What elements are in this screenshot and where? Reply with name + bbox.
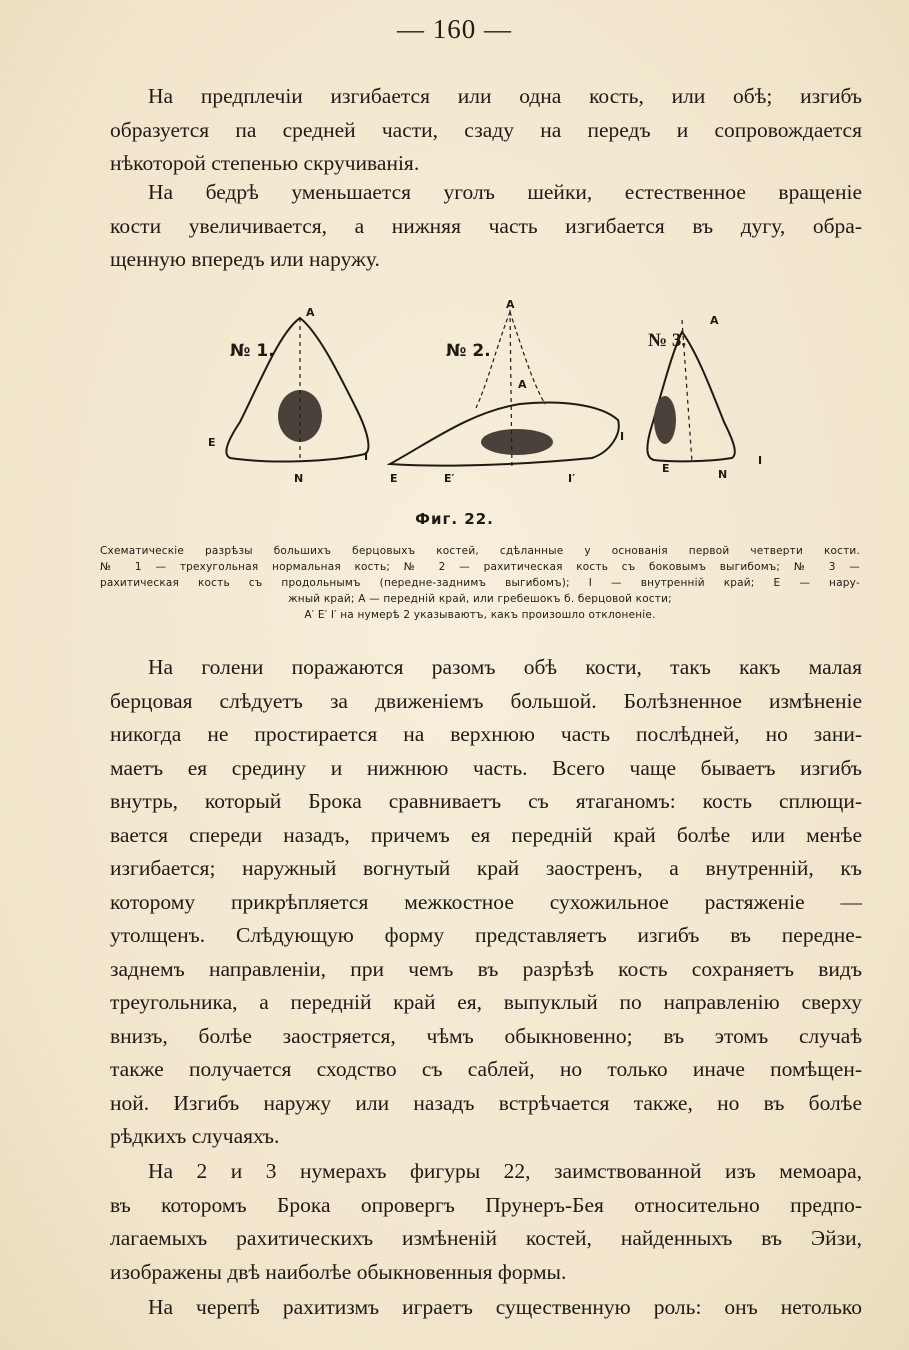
text-line: внизъ, болѣе заостряется, чѣмъ обыкновенно; въ этомъ случаѣ <box>110 1023 862 1048</box>
text-line: треугольника, а передній край ея, выпуклый по направленію сверху <box>110 990 862 1014</box>
label-a-3: A <box>710 314 719 327</box>
paragraph-thigh <box>110 176 862 277</box>
paragraph-forearm <box>110 80 862 181</box>
label-a-prime-2: A <box>518 378 527 391</box>
label-e-3: E <box>662 462 670 475</box>
text-line: кости увеличивается, а нижняя часть изгибается въ дугу, обра- <box>110 213 862 238</box>
text-line: заднемъ направленіи, при чемъ въ разрѣзѣ кость сохраняетъ видъ <box>110 956 862 981</box>
figure-22-bone-sections <box>200 292 763 504</box>
text-line: внутрь, который Брока сравниваетъ съ ятаганомъ: кость сплющи- <box>110 789 862 813</box>
caption-line: Схематическіе разрѣзы большихъ берцовыхъ костей, сдѣланные у основанія первой четверти кости. <box>100 545 860 557</box>
label-a-2: A <box>506 298 515 311</box>
label-i-1: I <box>364 450 369 463</box>
text-line: также получается сходство съ саблей, но только иначе помѣщен- <box>110 1057 862 1081</box>
text-line: лагаемыхъ рахитическихъ измѣненій костей, найденныхъ въ Эйзи, <box>110 1226 862 1250</box>
caption-line: жный край; A — передній край, или гребешокъ б. берцовой кости; <box>288 593 672 605</box>
medullary-cavity-3 <box>654 396 676 444</box>
paragraph-skull <box>110 1291 862 1325</box>
caption-line: рахитическая кость съ продольнымъ (передне-заднимъ выгибомъ); I — внутренній край; E — нару- <box>100 577 860 589</box>
text-line: На черепѣ рахитизмъ играетъ существенную роль: онъ нетолько <box>148 1295 862 1319</box>
text-line: въ которомъ Брока опровергъ Прунеръ-Бея относительно предпо- <box>110 1192 862 1217</box>
figure-title: Фиг. 22. <box>415 510 494 528</box>
label-no1: № 1. <box>230 341 275 361</box>
text-line: утолщенъ. Слѣдующую форму представляетъ изгибъ въ передне- <box>110 923 862 947</box>
caption-line: A′ E′ I′ на нумерѣ 2 указываютъ, какъ произошло отклоненіе. <box>304 609 656 621</box>
caption-line: № 1 — трехугольная нормальная кость; № 2 — рахитическая кость съ боковымъ выгибомъ; № 3 — <box>100 561 860 573</box>
label-i-2: I <box>620 430 625 443</box>
text-line: изображены двѣ наиболѣе обыкновенныя формы. <box>110 1259 567 1284</box>
label-e-prime-2: E′ <box>444 472 455 485</box>
figure-caption <box>100 543 860 623</box>
label-e-2: E <box>390 472 398 485</box>
label-n-3: N <box>718 468 728 481</box>
label-i-3: I <box>758 454 763 467</box>
label-a-1: A <box>306 306 315 319</box>
label-no2: № 2. <box>446 341 491 361</box>
text-line: нѣкоторой степенью скручиванія. <box>110 151 420 175</box>
text-line: никогда не простирается на верхнюю часть послѣдней, но зани- <box>110 722 862 746</box>
text-line: вается спереди назадъ, причемъ ея передній край болѣе или менѣе <box>110 822 862 847</box>
page-number: — 160 — <box>397 14 512 44</box>
text-line: щенную впередъ или наружу. <box>110 247 380 271</box>
label-e-1: E <box>208 436 216 449</box>
text-line: На бедрѣ уменьшается уголъ шейки, естественное вращеніе <box>148 180 862 204</box>
label-i-prime-2: I′ <box>568 472 575 485</box>
text-line: образуется па средней части, сзаду на передъ и сопровождается <box>110 117 862 142</box>
text-line: берцовая слѣдуетъ за движеніемъ большой. Болѣзненное измѣненіе <box>110 688 862 713</box>
text-line: которому прикрѣпляется межкостное сухожильное растяженіе — <box>110 889 862 914</box>
text-line: ной. Изгибъ наружу или назадъ встрѣчается также, но въ болѣе <box>110 1090 862 1115</box>
text-line: На предплечіи изгибается или одна кость, или обѣ; изгибъ <box>148 84 862 108</box>
text-line: На 2 и 3 нумерахъ фигуры 22, заимствованной изъ мемоара, <box>148 1159 862 1183</box>
text-line: изгибается; наружный вогнутый край заостренъ, а внутренній, къ <box>110 856 862 880</box>
text-line: рѣдкихъ случаяхъ. <box>110 1124 280 1148</box>
medullary-cavity-2 <box>481 429 553 455</box>
paragraph-figure-reference <box>110 1155 862 1289</box>
label-n-1: N <box>294 472 304 485</box>
text-line: На голени поражаются разомъ обѣ кости, такъ какъ малая <box>148 655 862 679</box>
text-line: маетъ ея средину и нижнюю часть. Всего чаще бываетъ изгибъ <box>110 755 862 780</box>
label-no3: № 3. <box>648 330 687 351</box>
paragraph-lower-leg <box>110 651 862 1154</box>
